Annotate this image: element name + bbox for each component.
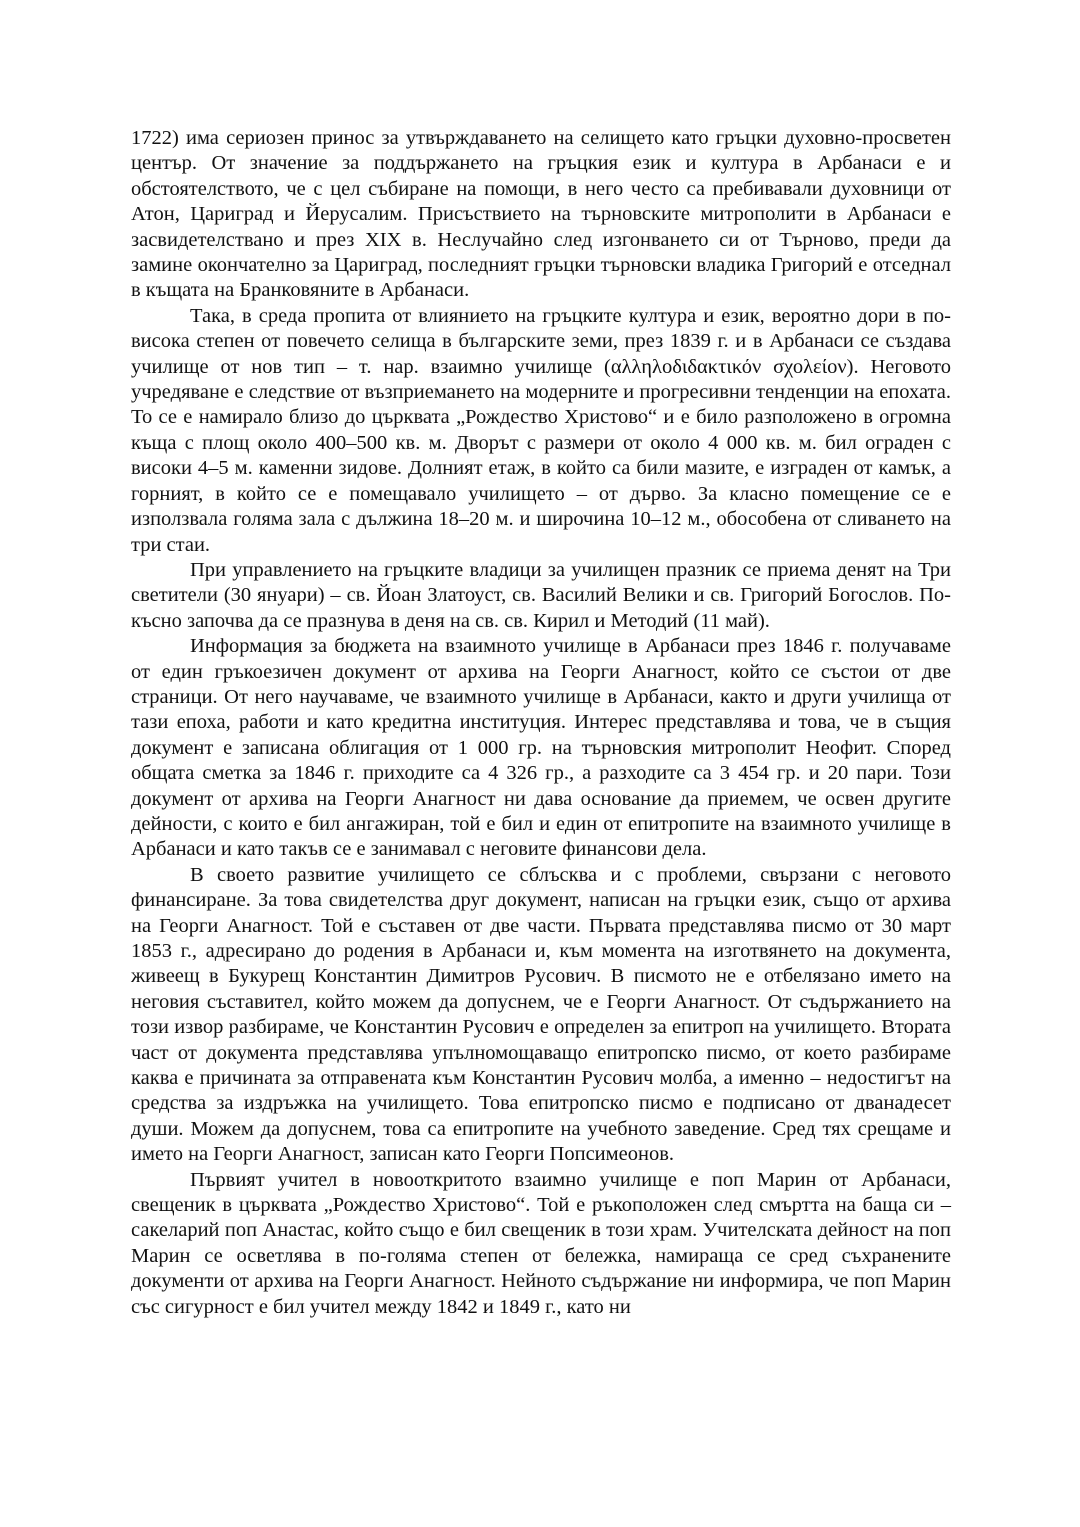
paragraph-5: В своето развитие училището се сблъсква и с проблеми, свързани с неговото финансиране. За това свидетелства друг документ, написан на гръцки език, също от архива на Георги Анагност. Той е съставен от две части. Първата представлява писмо от 30 март 1853 г., адресирано до родения в Арбанаси и, към момента на изготвянето на документа, живеещ в Букурещ Константин Димитров Русович. В писмото не е отбелязано името на неговия съставител, който можем да допуснем, че е Георги Анагност. От съдържанието на този извор разбираме, че Константин Русович е определен за епитроп на училището. Втората част от документа представлява упълномощаващо епитропско писмо, от което разбираме каква е причината за отправената към Константин Русович молба, а именно – недостигът на средства за издръжка на училището. Това епитропско писмо е подписано от дванадесет души. Можем да допуснем, това са епитропите на учебното заведение. Сред тях срещаме и името на Георги Анагност, записан като Георги Попсимеонов. — [131, 863, 951, 1166]
paragraph-2: Така, в среда пропита от влиянието на гръцките култура и език, вероятно дори в по-висока степен от повечето селища в българските земи, през 1839 г. и в Арбанаси се създава училище от нов тип – т. нар. взаимно училище (αλληλοδιδακτικόν σχολείον). Неговото учредяване е следствие от възприемането на модерните и прогресивни тенденции на епохата. То се е намирало близо до църквата „Рождество Христово“ и е било разположено в огромна къща с площ около 400–500 кв. м. Дворът с размери от около 4 000 кв. м. бил ограден с високи 4–5 м. каменни зидове. Долният етаж, в който са били мазите, е изграден от камък, а горният, в който се е помещавало училището – от дърво. За класно помещение се е използвала голяма зала с дължина 18–20 м. и широчина 10–12 м., обособена от сливането на три стаи. — [131, 304, 951, 556]
paragraph-6: Първият учител в новооткритото взаимно училище е поп Марин от Арбанаси, свещеник в църквата „Рождество Христово“. Той е ръкоположен след смъртта на баща си – сакеларий поп Анастас, който също е бил свещеник в този храм. Учителската дейност на поп Марин се осветлява в по-голяма степен от бележка, намираща се сред съхранените документи от архива на Георги Анагност. Нейното съдържание ни информира, че поп Марин със сигурност е бил учител между 1842 и 1849 г., като ни — [131, 1168, 951, 1318]
document-page — [131, 126, 951, 1320]
paragraph-1: 1722) има сериозен принос за утвърждаването на селището като гръцки духовно-просветен център. От значение за поддържането на гръцкия език и култура в Арбанаси е и обстоятелството, че с цел събиране на помощи, в него често са пребивавали духовници от Атон, Цариград и Йерусалим. Присъствието на търновските митрополити в Арбанаси е засвидетелствано и през XIX в. Неслучайно след изгонването си от Търново, преди да замине окончателно за Цариград, последният гръцки търновски владика Григорий е отседнал в къщата на Бранковяните в Арбанаси. — [131, 127, 951, 302]
paragraph-4: Информация за бюджета на взаимното училище в Арбанаси през 1846 г. получаваме от един гръкоезичен документ от архива на Георги Анагност, който се състои от две страници. От него научаваме, че взаимното училище в Арбанаси, както и други училища от тази епоха, работи и като кредитна институция. Интерес представлява и това, че в същия документ е записана облигация от 1 000 гр. на търновския митрополит Неофит. Според общата сметка за 1846 г. приходите са 4 326 гр., а разходите са 3 454 гр. и 20 пари. Този документ от архива на Георги Анагност ни дава основание да приемем, че освен другите дейности, с които е бил ангажиран, той е бил и един от епитропите на взаимното училище в Арбанаси и като такъв се е занимавал с неговите финансови дела. — [131, 635, 951, 861]
paragraph-3: При управлението на гръцките владици за училищен празник се приема денят на Три светители (30 януари) – св. Йоан Златоуст, св. Василий Велики и св. Григорий Богослов. По-късно започва да се празнува в деня на св. св. Кирил и Методий (11 май). — [131, 558, 951, 632]
